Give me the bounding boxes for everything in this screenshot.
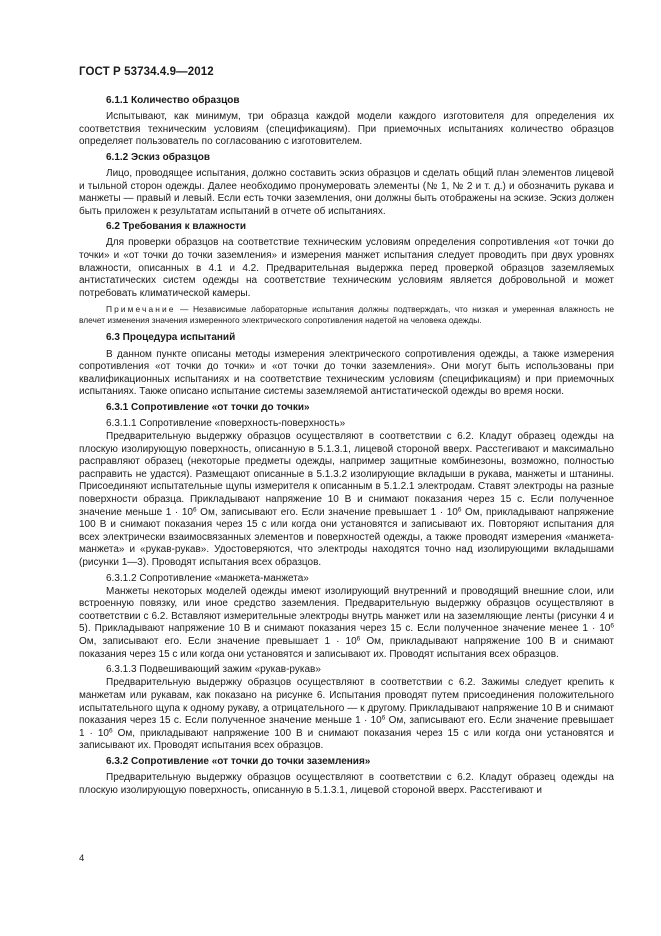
section-heading: 6.3.2 Сопротивление «от точки до точки заземления» bbox=[106, 755, 371, 767]
subsection-heading: 6.3.1.1 Сопротивление «поверхность-поверхность» bbox=[106, 417, 346, 429]
exponent: 6 bbox=[381, 714, 386, 722]
body-paragraph: В данном пункте описаны методы измерения электрического сопротивления одежды, а также измерения сопротивления «от точки до точки» и «от точки до точки заземления». Они могут быть использованы при квалификационных испытаниях и на соответствие техническим условиям (спецификациям) и при приемочных испытаниях. Также описано испытание системы заземляемой антистатической одежды во время носки. bbox=[79, 348, 614, 398]
exponent: 6 bbox=[457, 506, 462, 514]
body-paragraph: Для проверки образцов на соответствие техническим условиям определения сопротивления «от точки до точки» и «от точки до точки заземления» и измерения манжет испытания следует проводить при двух уровнях влажности, описанных в 4.1 и 4.2. Предварительная выдержка перед проверкой образцов заземляемых антистатических систем одежды на соответствие техническим условиям является добровольной и может потребовать климатической камеры. bbox=[79, 237, 614, 299]
section-heading: 6.1.1 Количество образцов bbox=[106, 95, 240, 106]
body-paragraph: Манжеты некоторых моделей одежды имеют изолирующий внутренний и проводящий внешние слои, или встроенную повязку, или иное средство заземления. Предварительную выдержку образцов осуществляют в соответствии с 6.2. Вставляют измерительные электроды внутрь манжет или на заземляющие ленты (рисунки 4 и 5). Прикладывают напряжение 10 В и снимают показания через 15 с. Если полученное значение менее $1 \cdot 10^6$ Ом, записывают его. Если значение превышает $1 \cdot 10^6$ Ом, прикладывают напряжение 100 В и снимают показания через 15 с или когда они установятся и записывают их. Проводят испытания всех образцов. bbox=[79, 585, 614, 660]
subsection-heading: 6.3.1.2 Сопротивление «манжета-манжета» bbox=[106, 572, 309, 584]
body-paragraph: Предварительную выдержку образцов осуществляют в соответствии с 6.2. Зажимы следует крепить к манжетам или рукавам, как показано на рисунке 6. Испытания проводят путем присоединения положительного испытательного щупа к одному рукаву, а отрицательного — к другому. Прикладывают напряжение 10 В и снимают показания через 15 с. Если полученное значение меньше $1 \cdot 10^6$ Ом, записывают его. Если значение превышает $1 \cdot 10^6$ Ом, прикладывают напряжение 100 В и снимают показания через 15 с или когда они установятся и записывают их. Проводят испытания всех образцов. bbox=[79, 677, 614, 752]
exponent: 6 bbox=[108, 727, 113, 735]
section-heading: 6.3.1 Сопротивление «от точки до точки» bbox=[106, 401, 310, 413]
section-heading: 6.3 Процедура испытаний bbox=[106, 332, 236, 344]
exponent: 6 bbox=[192, 506, 197, 514]
body-paragraph: Предварительную выдержку образцов осуществляют в соответствии с 6.2. Кладут образец одежды на плоскую изолирующую поверхность, описанную в 5.1.3.1, лицевой стороной вверх. Расстегивают и максимально расправляют образец (некоторые предметы одежды, например защитные комбинезоны, возможно, полностью расправить не удастся). Размещают описанные в 5.1.3.2 изолирующие вкладыши в рукава, манжеты и штанины. Присоединяют испытательные щупы измерителя к описанным в 5.1.2.1 электродам. Ставят электроды на разные поверхности образца. Прикладывают напряжение 10 В и снимают показания через 15 с. Если полученное значение меньше $1 \cdot 10^6$ Ом, записывают его. Если значение превышает $1 \cdot 10^6$ Ом, прикладывают напряжение 100 В и снимают показания через 15 с или когда они установятся и записывают их. Повторяют испытания для всех электрически взаимосвязанных элементов и поверхностей одежды, а также проводят измерения «манжета-манжета» и «рукав-рукав». Удостоверяются, что электроды находятся точно над изолирующими вкладышами (рисунки 1—3). Проводят испытания всех образцов. bbox=[79, 431, 614, 568]
body-paragraph: Предварительную выдержку образцов осуществляют в соответствии с 6.2. Кладут образец одежды на плоскую изолирующую поверхность, описанную в 5.1.3.1, лицевой стороной вверх. Расстегивают и bbox=[79, 772, 614, 796]
exponent: 6 bbox=[356, 635, 361, 643]
document-body bbox=[79, 95, 614, 800]
note-label: Примечание bbox=[106, 304, 176, 315]
exponent: 6 bbox=[610, 622, 614, 630]
body-paragraph: Лицо, проводящее испытания, должно составить эскиз образцов и сделать общий план элементов лицевой и тыльной сторон одежды. Далее необходимо пронумеровать элементы (№ 1, № 2 и т. д.) и обозначить рукава и манжеты — правый и левый. Если есть точки заземления, они должны быть отображены на эскизе. Эскиз должен быть приложен к результатам испытаний в отчете об испытаниях. bbox=[79, 167, 614, 217]
section-heading: 6.1.2 Эскиз образцов bbox=[106, 151, 211, 163]
subsection-heading: 6.3.1.3 Подвешивающий зажим «рукав-рукав» bbox=[106, 664, 321, 676]
page-number: 4 bbox=[79, 853, 85, 864]
section-heading: 6.2 Требования к влажности bbox=[106, 221, 247, 233]
body-paragraph: Испытывают, как минимум, три образца каждой модели каждого изготовителя для определения их соответствия техническим условиям (спецификациям). При приемочных испытаниях количество образцов определяет пользователь по согласованию с изготовителем. bbox=[79, 111, 614, 148]
standard-code-header: ГОСТ Р 53734.4.9—2012 bbox=[79, 66, 214, 78]
note-paragraph: Примечание — Независимые лабораторные испытания должны подтверждать, что низкая и умеренная влажность не влечет изменения значения измеренного электрического сопротивления надетой на человека одежды. bbox=[79, 304, 614, 326]
